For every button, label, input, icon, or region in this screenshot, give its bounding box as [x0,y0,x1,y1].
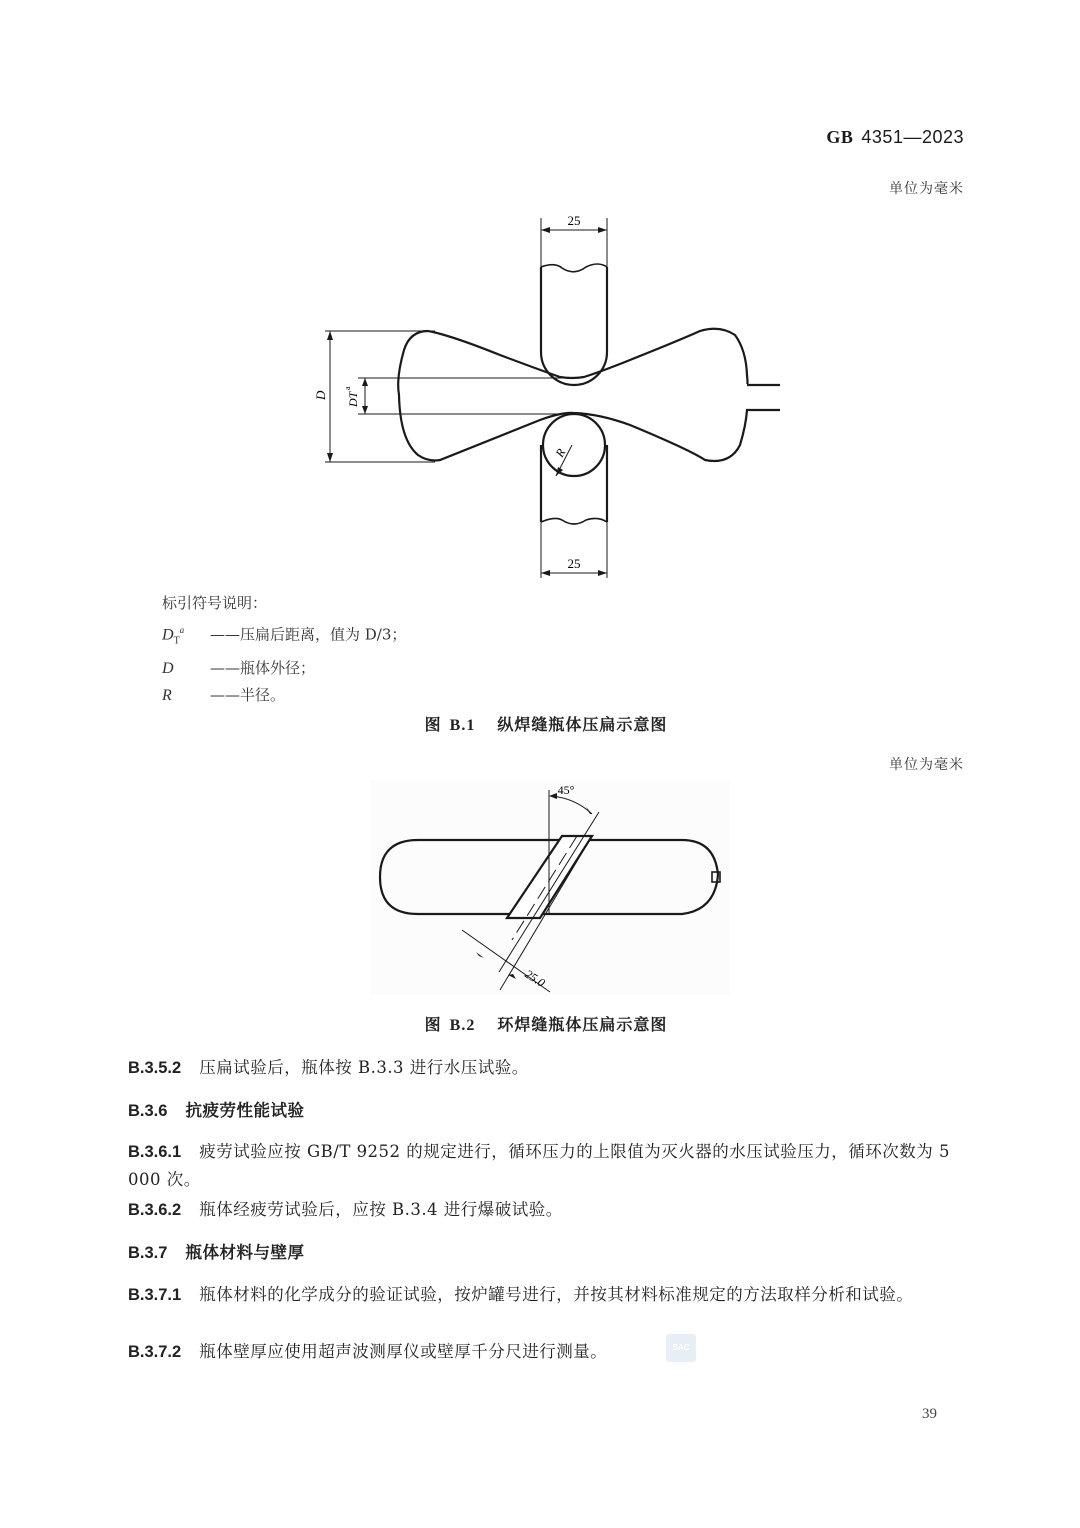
dim-angle: 45° [557,783,575,797]
figure-b1-unit-note: 单位为毫米 [889,181,964,197]
figure-b1-diagram [300,200,800,590]
standard-number: 4351—2023 [861,127,964,147]
heading-b-3-6: B.3.6 抗疲劳性能试验 [128,1101,305,1120]
clause-b-3-5-2: B.3.5.2 压扁试验后，瓶体按 B.3.3 进行水压试验。 [128,1058,529,1077]
legend-title: 标引符号说明： [162,594,268,612]
standard-prefix: GB [826,127,854,147]
dim-flattened-distance: DT [346,391,360,407]
figure-b2-unit-note: 单位为毫米 [889,757,964,773]
dim-radius: R [552,446,569,460]
figure-b2-caption: 图 B.2 环焊缝瓶体压扁示意图 [424,1015,668,1034]
clause-b-3-6-1: B.3.6.1 疲劳试验应按 GB/T 9252 的规定进行，循环压力的上限值为灭火器的水压试验压力，循环次数为 5 000 次。 [128,1142,951,1189]
clause-b-3-7-1: B.3.7.1 瓶体材料的化学成分的验证试验，按炉罐号进行，并按其材料标准规定的方法取样分析和试验。 [128,1285,914,1304]
figure-b1-caption: 图 B.1 纵焊缝瓶体压扁示意图 [424,715,668,734]
heading-b-3-7: B.3.7 瓶体材料与壁厚 [128,1243,305,1262]
legend-item: R ——半径。 [162,685,286,704]
dim-width: 25.0 [522,966,548,990]
legend-item: D ——瓶体外径； [162,658,316,677]
dim-outer-diameter: D [313,390,328,400]
figure-b2-diagram [370,780,730,995]
legend-item: $D_T^a$ ——压扁后距离，值为 D/3； [162,625,407,647]
sac-watermark-logo: SAC [666,1334,696,1362]
figure-b1-legend [162,590,406,709]
dim-top-width: 25 [567,213,581,228]
page-number: 39 [922,1406,937,1422]
standard-code [826,127,964,148]
clause-b-3-7-2: B.3.7.2 瓶体壁厚应使用超声波测厚仪或壁厚千分尺进行测量。 [128,1342,608,1361]
clause-b-3-6-2: B.3.6.2 瓶体经疲劳试验后，应按 B.3.4 进行爆破试验。 [128,1200,563,1219]
dim-bottom-width: 25 [567,556,581,571]
dim-flattened-sup: a [343,386,352,390]
